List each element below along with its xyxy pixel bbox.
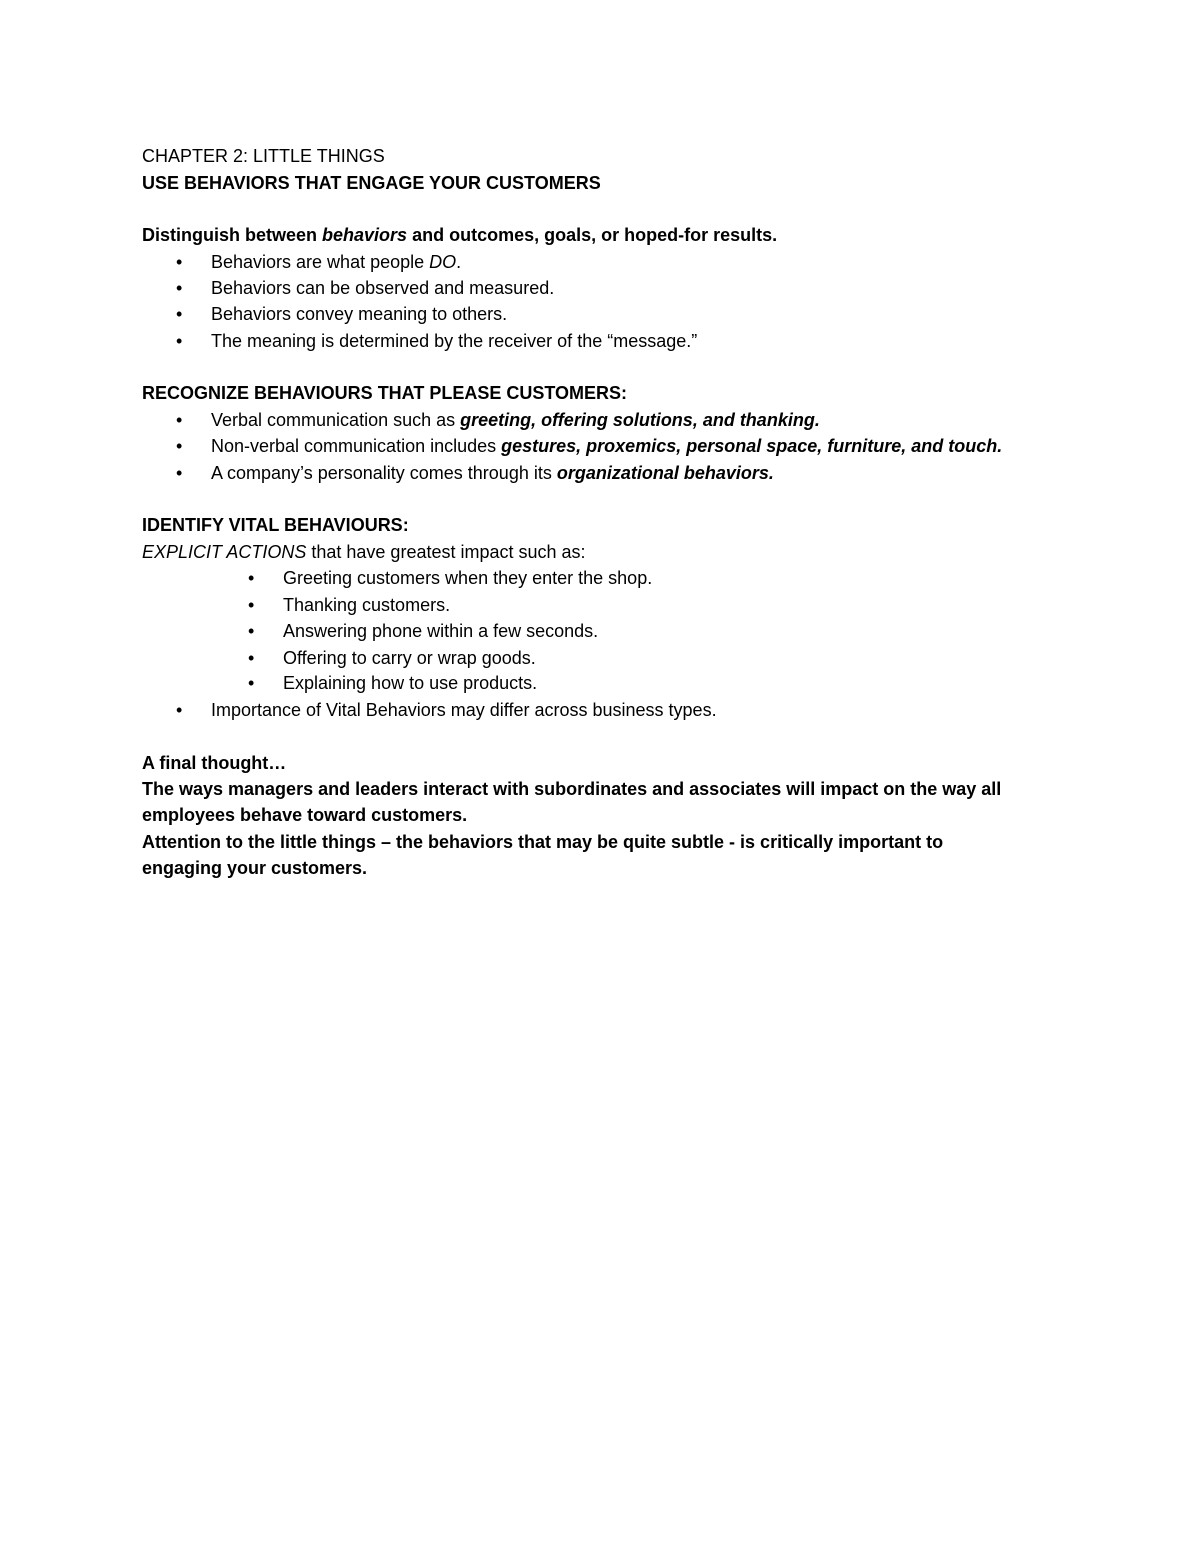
section2-heading: RECOGNIZE BEHAVIOURS THAT PLEASE CUSTOMERS: bbox=[142, 383, 628, 403]
list-item: Behaviors can be observed and measured. bbox=[211, 278, 555, 298]
bullet-icon: • bbox=[248, 595, 255, 615]
list-item: The meaning is determined by the receiver of the “message.” bbox=[211, 331, 698, 351]
bullet-icon: • bbox=[248, 568, 255, 588]
final-heading: A final thought… bbox=[142, 753, 287, 773]
bullet-icon: • bbox=[176, 436, 183, 456]
bullet-icon: • bbox=[176, 252, 183, 272]
bullet-icon: • bbox=[176, 410, 183, 430]
list-item: Offering to carry or wrap goods. bbox=[283, 648, 536, 668]
bullet-icon: • bbox=[176, 463, 183, 483]
bullet-icon: • bbox=[248, 673, 255, 693]
final-paragraph-2-line-1: Attention to the little things – the behaviors that may be quite subtle - is critically important to bbox=[142, 832, 944, 852]
section3-intro: EXPLICIT ACTIONS that have greatest impact such as: bbox=[142, 542, 586, 562]
final-paragraph-2-line-2: engaging your customers. bbox=[142, 858, 368, 878]
bullet-icon: • bbox=[248, 621, 255, 641]
list-item: Explaining how to use products. bbox=[283, 673, 538, 693]
list-item: Non-verbal communication includes gestures, proxemics, personal space, furniture, and touch. bbox=[211, 436, 1003, 456]
final-paragraph-1-line-2: employees behave toward customers. bbox=[142, 805, 468, 825]
final-paragraph-1-line-1: The ways managers and leaders interact with subordinates and associates will impact on the way all bbox=[142, 779, 1002, 799]
chapter-title: CHAPTER 2: LITTLE THINGS bbox=[142, 146, 385, 166]
list-item: Behaviors convey meaning to others. bbox=[211, 304, 508, 324]
bullet-icon: • bbox=[176, 278, 183, 298]
list-item: Greeting customers when they enter the shop. bbox=[283, 568, 653, 588]
bullet-icon: • bbox=[176, 331, 183, 351]
section1-heading: Distinguish between behaviors and outcomes, goals, or hoped-for results. bbox=[142, 225, 778, 245]
list-item: Importance of Vital Behaviors may differ across business types. bbox=[211, 700, 717, 720]
bullet-icon: • bbox=[176, 304, 183, 324]
bullet-icon: • bbox=[248, 648, 255, 668]
bullet-icon: • bbox=[176, 700, 183, 720]
list-item: Answering phone within a few seconds. bbox=[283, 621, 599, 641]
list-item: A company’s personality comes through its organizational behaviors. bbox=[211, 463, 774, 483]
list-item: Behaviors are what people DO. bbox=[211, 252, 462, 272]
chapter-subtitle: USE BEHAVIORS THAT ENGAGE YOUR CUSTOMERS bbox=[142, 173, 601, 193]
list-item: Thanking customers. bbox=[283, 595, 451, 615]
section3-heading: IDENTIFY VITAL BEHAVIOURS: bbox=[142, 515, 409, 535]
list-item: Verbal communication such as greeting, offering solutions, and thanking. bbox=[211, 410, 820, 430]
